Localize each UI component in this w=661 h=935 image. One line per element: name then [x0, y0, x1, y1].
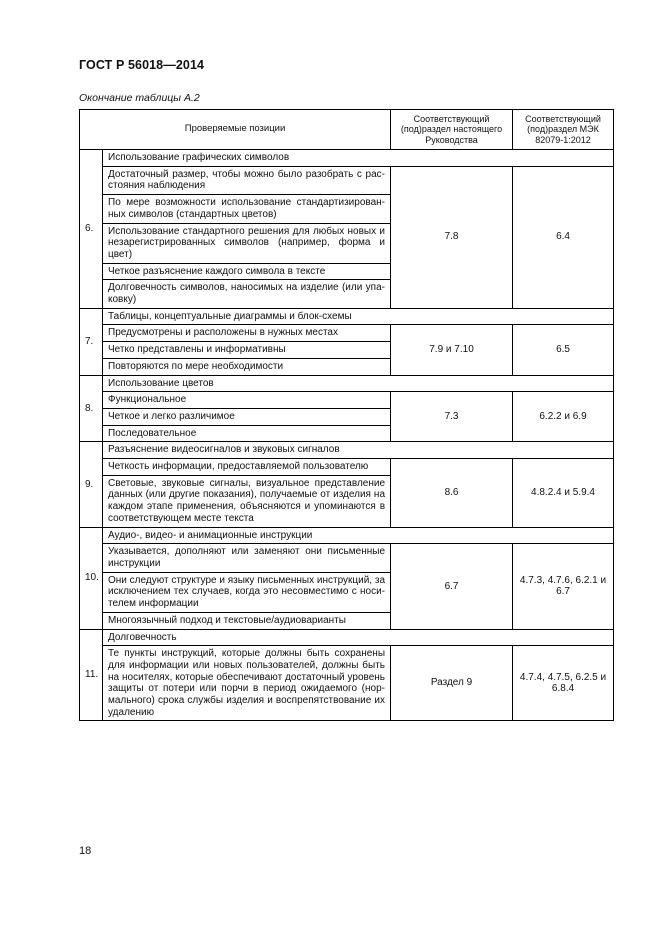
checklist-item: Световые, звуковые сигналы, визуальное представление данных (или другие показания), получаемые от изделия на каждом этапе применения, объясняются и упоминаются в соответствующем месте текста	[103, 475, 391, 527]
guide-reference: Раздел 9	[391, 646, 513, 721]
guide-reference: 8.6	[391, 459, 513, 528]
section-title-row	[80, 442, 614, 459]
table-body	[80, 150, 614, 721]
section-title-row	[80, 527, 614, 544]
checklist-table	[79, 109, 614, 721]
checklist-item: По мере возможности использование стандартизированных символов (стандартных цветов)	[103, 195, 391, 223]
section-number: 7.	[80, 308, 103, 375]
section-number: 8.	[80, 375, 103, 442]
checklist-item: Достаточный размер, чтобы можно было разобрать с расстояния наблюдения	[103, 166, 391, 194]
checklist-item: Многоязычный подход и текстовые/аудиоварианты	[103, 612, 391, 629]
section-number: 10.	[80, 527, 103, 629]
table-caption: Окончание таблицы А.2	[79, 92, 200, 104]
document-code: ГОСТ Р 56018—2014	[79, 58, 205, 72]
checklist-item: Четкость информации, предоставляемой пользователю	[103, 459, 391, 476]
checklist-item: Функциональное	[103, 392, 391, 409]
table-row	[80, 325, 614, 342]
guide-reference: 6.7	[391, 544, 513, 629]
table-row	[80, 646, 614, 721]
table-row	[80, 459, 614, 476]
section-title: Аудио-, видео- и анимационные инструкции	[103, 527, 614, 544]
section-title-row	[80, 308, 614, 325]
page-number: 18	[79, 845, 92, 857]
header-iec-ref: Соответствующий (под)раздел МЭК 82079-1:2012	[513, 110, 614, 150]
table-row	[80, 392, 614, 409]
section-title: Использование графических символов	[103, 150, 614, 167]
guide-reference: 7.9 и 7.10	[391, 325, 513, 375]
iec-reference: 4.7.4, 4.7.5, 6.2.5 и 6.8.4	[513, 646, 614, 721]
table-header-row	[80, 110, 614, 150]
table-row	[80, 166, 614, 194]
checklist-item: Предусмотрены и расположены в нужных местах	[103, 325, 391, 342]
checklist-item: Четкое и легко различимое	[103, 408, 391, 425]
checklist-item: Указывается, дополняют или заменяют они письменные инструкции	[103, 544, 391, 572]
section-title: Использование цветов	[103, 375, 614, 392]
section-title-row	[80, 629, 614, 646]
section-number: 9.	[80, 442, 103, 527]
iec-reference: 4.8.2.4 и 5.9.4	[513, 459, 614, 528]
checklist-item: Долговечность символов, наносимых на изделие (или упаковку)	[103, 280, 391, 308]
checklist-item: Четкое разъяснение каждого символа в тексте	[103, 263, 391, 280]
checklist-item: Использование стандартного решения для любых новых и незарегистрированных символов (например, форма и цвет)	[103, 223, 391, 263]
section-title: Долговечность	[103, 629, 614, 646]
table-row	[80, 544, 614, 572]
iec-reference: 6.4	[513, 166, 614, 308]
checklist-item: Последовательное	[103, 425, 391, 442]
checklist-item: Они следуют структуре и языку письменных инструкций, за исключением тех случаев, когда это несовместимо с носителем информации	[103, 572, 391, 612]
section-title: Таблицы, концептуальные диаграммы и блок-схемы	[103, 308, 614, 325]
guide-reference: 7.8	[391, 166, 513, 308]
iec-reference: 4.7.3, 4.7.6, 6.2.1 и 6.7	[513, 544, 614, 629]
checklist-item: Четко представлены и информативны	[103, 342, 391, 359]
section-title-row	[80, 150, 614, 167]
section-number: 6.	[80, 150, 103, 309]
section-title-row	[80, 375, 614, 392]
iec-reference: 6.5	[513, 325, 614, 375]
section-number: 11.	[80, 629, 103, 721]
guide-reference: 7.3	[391, 392, 513, 442]
iec-reference: 6.2.2 и 6.9	[513, 392, 614, 442]
checklist-item: Повторяются по мере необходимости	[103, 358, 391, 375]
checklist-item: Те пункты инструкций, которые должны быть сохранены для информации или новых пользователей, должны быть на носителях, которые обеспечивают достаточный уровень защиты от потери или порчи в период ожидаемого (нормального) срока службы изделия и воспрепятствование их удалению	[103, 646, 391, 721]
section-title: Разъяснение видеосигналов и звуковых сигналов	[103, 442, 614, 459]
header-guide-ref: Соответствующий (под)раздел настоящего Руководства	[391, 110, 513, 150]
header-positions: Проверяемые позиции	[80, 110, 391, 150]
